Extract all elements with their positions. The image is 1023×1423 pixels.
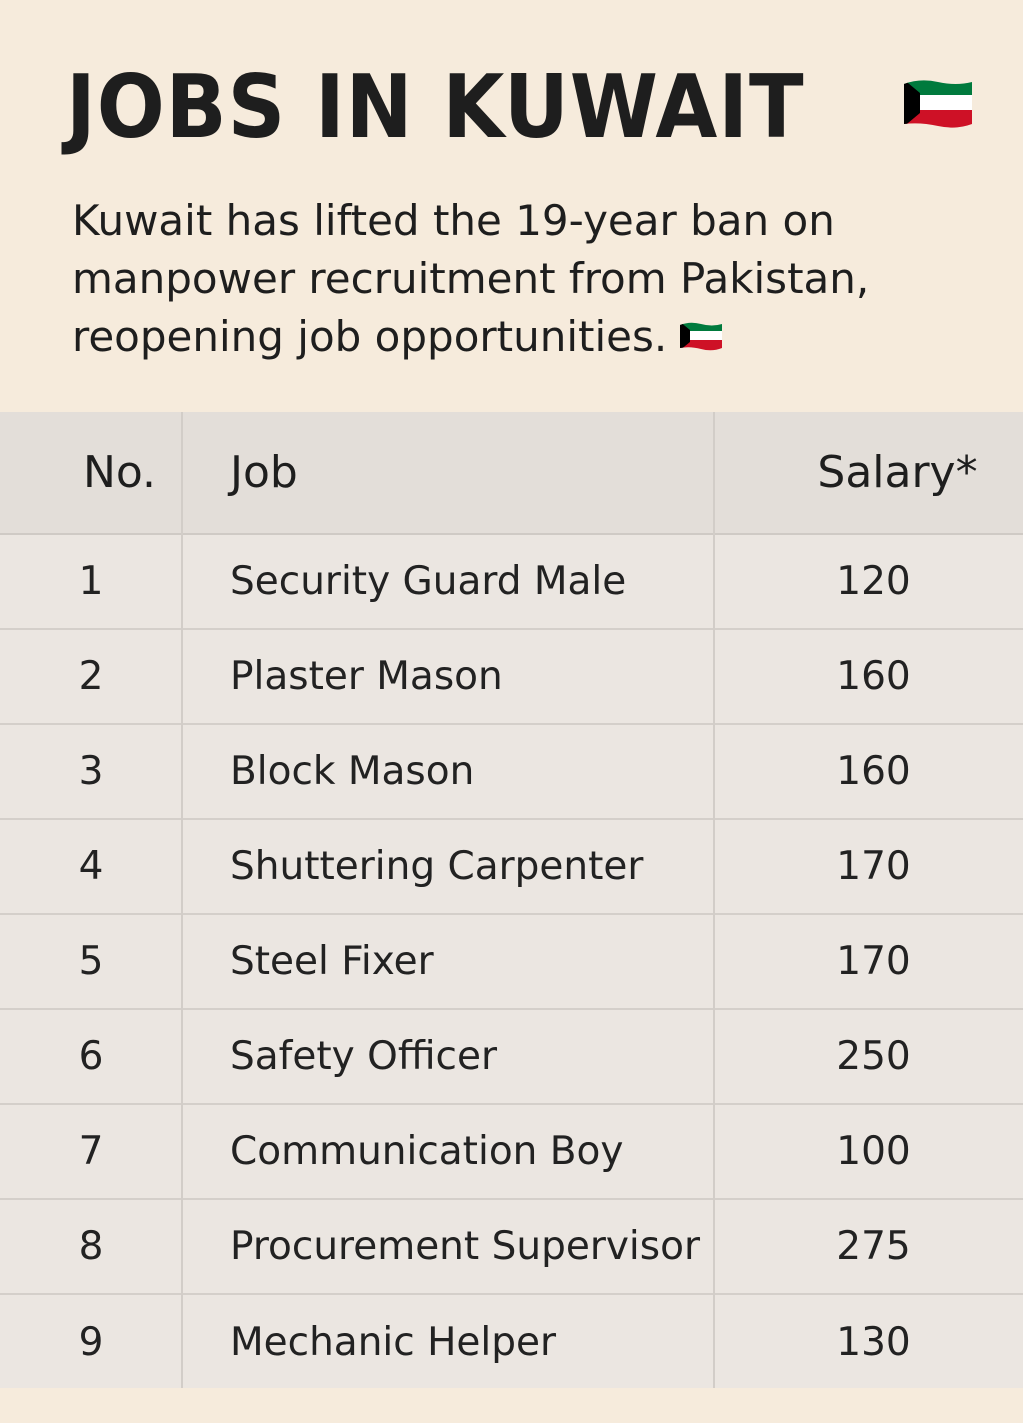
cell-no: 6: [78, 1034, 104, 1079]
cell-job: Steel Fixer: [230, 939, 434, 984]
cell-salary: 120: [836, 559, 911, 604]
header-job: Job: [230, 447, 298, 498]
header: [0, 0, 1023, 412]
column-divider: [181, 412, 183, 1388]
cell-salary: 100: [836, 1129, 911, 1174]
cell-job: Block Mason: [230, 749, 475, 794]
table-header: [0, 412, 1023, 535]
subtitle: [72, 192, 972, 366]
cell-job: Safety Officer: [230, 1034, 498, 1079]
table-row: [0, 725, 1023, 820]
cell-salary: 275: [836, 1224, 911, 1269]
cell-salary: 130: [836, 1320, 911, 1365]
cell-job: Shuttering Carpenter: [230, 844, 644, 889]
subtitle-line-3-text: reopening job opportunities.: [72, 312, 668, 361]
cell-job: Communication Boy: [230, 1129, 624, 1174]
table-row: [0, 1200, 1023, 1295]
kuwait-flag-icon: [902, 78, 974, 128]
cell-salary: 170: [836, 844, 911, 889]
table-row: [0, 630, 1023, 725]
header-no: No.: [82, 447, 156, 498]
cell-no: 5: [78, 939, 104, 984]
cell-no: 8: [78, 1224, 104, 1269]
cell-salary: 160: [836, 654, 911, 699]
cell-salary: 170: [836, 939, 911, 984]
jobs-table: [0, 412, 1023, 1388]
cell-no: 3: [78, 749, 104, 794]
header-salary: Salary*: [817, 447, 978, 498]
title-row: [66, 52, 869, 162]
cell-no: 1: [78, 559, 104, 604]
table-row: [0, 1010, 1023, 1105]
cell-salary: 160: [836, 749, 911, 794]
cell-job: Security Guard Male: [230, 559, 627, 604]
table-row: [0, 820, 1023, 915]
subtitle-line-2: manpower recruitment from Pakistan,: [72, 254, 870, 303]
table-row: [0, 915, 1023, 1010]
page-title: JOBS IN KUWAIT: [66, 56, 805, 158]
table-row: [0, 1105, 1023, 1200]
cell-no: 9: [78, 1320, 104, 1365]
cell-no: 4: [78, 844, 104, 889]
column-divider: [713, 412, 715, 1388]
table-row: [0, 535, 1023, 630]
cell-no: 2: [78, 654, 104, 699]
cell-job: Plaster Mason: [230, 654, 503, 699]
cell-job: Procurement Supervisor: [230, 1224, 700, 1269]
subtitle-line-1: Kuwait has lifted the 19-year ban on: [72, 196, 835, 245]
subtitle-line-3: [72, 308, 972, 366]
cell-salary: 250: [836, 1034, 911, 1079]
table-row: [0, 1295, 1023, 1390]
cell-no: 7: [78, 1129, 104, 1174]
cell-job: Mechanic Helper: [230, 1320, 557, 1365]
kuwait-flag-small-icon: [679, 321, 723, 351]
